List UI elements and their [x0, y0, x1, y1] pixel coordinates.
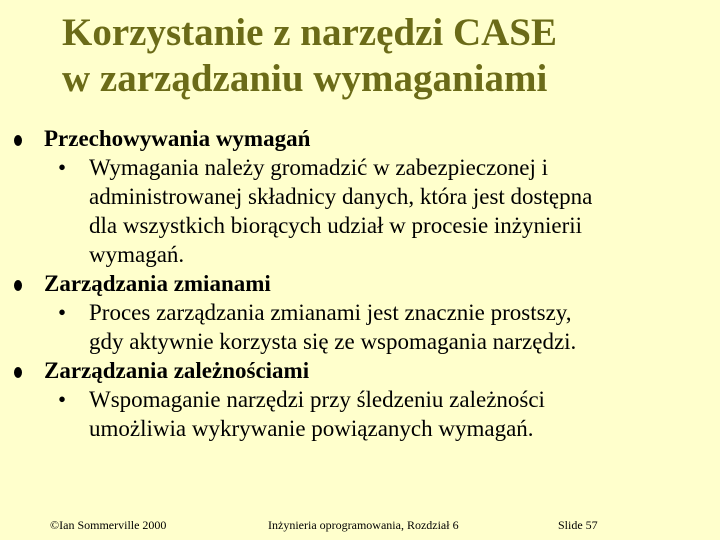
section-dependency-management	[0, 356, 720, 443]
sub-bullet-icon: •	[58, 300, 67, 325]
footer-course: Inżynieria oprogramowania, Rozdział 6	[268, 518, 459, 532]
section-heading: Przechowywania wymagań	[44, 126, 311, 151]
section-heading: Zarządzania zależnościami	[44, 358, 310, 383]
footer-copyright: ©Ian Sommerville 2000	[50, 518, 167, 532]
slide-title	[62, 10, 702, 102]
sub-bullet-icon: •	[58, 155, 67, 180]
text-line: umożliwia wykrywanie powiązanych wymagań.	[89, 416, 534, 441]
bullet-icon	[14, 280, 22, 291]
text-line: wymagań.	[89, 242, 185, 267]
section-storage	[0, 124, 720, 269]
text-line: administrowanej składnicy danych, która jest dostępna	[89, 184, 593, 209]
sub-bullet-text	[58, 298, 705, 356]
text-line: gdy aktywnie korzysta się ze wspomagania narzędzi.	[89, 329, 577, 354]
sub-bullet-icon: •	[58, 387, 67, 412]
sub-bullet-text	[58, 385, 705, 443]
text-line: Proces zarządzania zmianami jest znacznie prostszy,	[89, 300, 572, 325]
slide-content	[0, 124, 720, 443]
footer-slide-number: Slide 57	[558, 518, 598, 532]
title-line-1: Korzystanie z narzędzi CASE	[62, 11, 558, 54]
bullet-icon	[14, 135, 22, 146]
section-change-management	[0, 269, 720, 356]
text-line: Wymagania należy gromadzić w zabezpieczonej i	[89, 155, 549, 180]
text-line: Wspomaganie narzędzi przy śledzeniu zależności	[89, 387, 545, 412]
text-line: dla wszystkich biorących udział w procesie inżynierii	[89, 213, 583, 238]
section-heading: Zarządzania zmianami	[44, 271, 271, 296]
sub-bullet-text	[58, 153, 705, 269]
title-line-2: w zarządzaniu wymaganiami	[62, 57, 548, 100]
bullet-icon	[14, 367, 22, 378]
